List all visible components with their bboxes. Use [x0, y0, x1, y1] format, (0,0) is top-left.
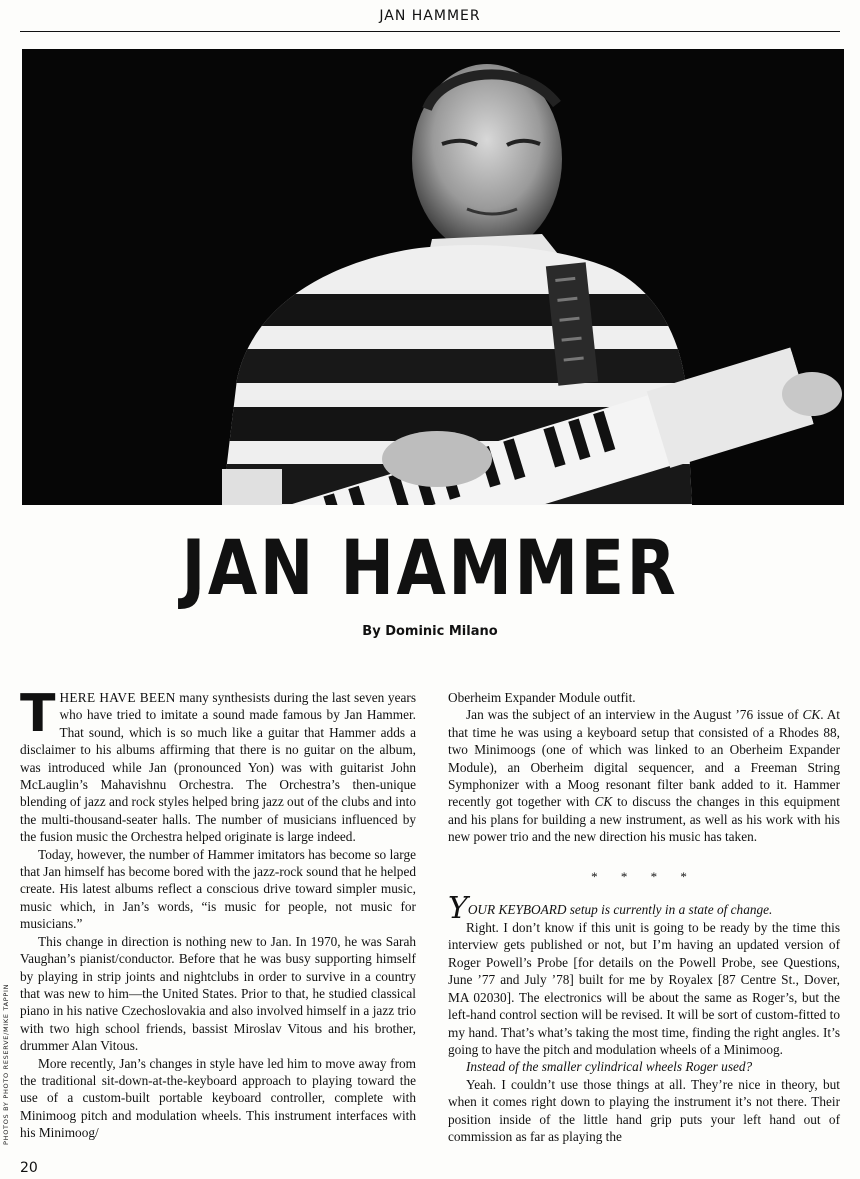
- body-paragraph: This change in direction is nothing new to Jan. In 1970, he was Sarah Vaughan’s pianist/conductor. Before that he was busy supporting himself by playing in strip joints and nightclubs in order to survive in a country that was new to him—the United States. Prior to that, he studied classical piano in his native Czechoslovakia and also involved himself in a jazz trio with two high school friends, bassist Miroslav Vitous and his brother, drummer Alan Vitous.: [20, 933, 416, 1054]
- text-run: Jan was the subject of an interview in the August ’76 issue of: [466, 707, 803, 723]
- body-paragraph: [448, 706, 840, 845]
- body-paragraph: Oberheim Expander Module outfit.: [448, 690, 636, 705]
- running-head: JAN HAMMER: [379, 8, 481, 24]
- photo-credit: PHOTOS BY PHOTO RESERVE/MIKE TAPPIN: [2, 983, 10, 1145]
- body-paragraph: Today, however, the number of Hammer imitators has become so large that Jan himself has become bored with the jazz-rock sound that he helped create. His latest albums reflect a conscious drive toward simpler music, music which, in Jan’s words, “is music for people, not music for musicians.”: [20, 846, 416, 932]
- interview-answer: Right. I don’t know if this unit is going to be ready by the time this interview gets published or not, but I’m having an updated version of Roger Powell’s Probe [for details on the Powell Probe, see Questions, June ’77 and July ’78] built for me by Royalex [87 Centre St., Dover, MA 02030]. The electronics will be about the same as Roger’s, but the left-hand control section will be revised. It will be sort of custom-fitted to my hand. That’s what’s taking the most time, finding the right angles. It’s going to have the pitch and modulation wheels of a Minimoog.: [448, 920, 840, 1057]
- text-run: to discuss the changes in this equipment and his plans for building a new instrument, as well as his work with his new power trio and the new direction his music has taken.: [448, 794, 840, 845]
- intro-text: many synthesists during the last seven years who have tried to imitate a sound made famous by Jan Hammer. That sound, which is so much like a guitar that Hammer adds a disclaimer to his albums affirming that there is no guitar on the album, was introduced while Jan (pronounced Yon) was with guitarist John McLauglin’s Mahavishnu Orchestra. The Orchestra’s then-unique blending of jazz and rock styles helped bring jazz out of the clubs and into the multi-thousand-seater halls. The number of musicians influenced by the fusion music the Orchestra helped originate is large indeed.: [20, 690, 416, 845]
- article-photo: [22, 49, 844, 505]
- question-text: OUR KEYBOARD setup is currently in a state of change.: [467, 902, 773, 918]
- article-title: JAN HAMMER: [181, 523, 679, 612]
- question-cap: Y: [448, 891, 468, 927]
- magazine-abbrev: CK: [802, 707, 821, 723]
- left-column: [20, 684, 416, 1142]
- interview-question: [448, 891, 840, 927]
- drop-cap: T: [20, 684, 56, 744]
- body-paragraph: More recently, Jan’s changes in style have led him to move away from the traditional sit-down-at-the-keyboard approach to playing toward the use of a custom-built portable keyboard controller, complete with Minimoog pitch and modulation wheels. This instrument interfaces with his Minimoog/: [20, 1055, 416, 1141]
- byline: By Dominic Milano: [362, 624, 498, 639]
- text-run: . At that time he was using a keyboard setup that consisted of a Rhodes 88, two Minimoogs (one of which was linked to an Oberheim Expander Module), an Oberheim digital sequencer, and a Freeman String Symphonizer with a Moog resonant filter bank added to it. Hammer recently got together with: [448, 707, 840, 810]
- right-column: [448, 689, 840, 1145]
- photo-illustration: [22, 49, 844, 505]
- header-rule: [20, 31, 840, 32]
- left-hand: [382, 431, 492, 487]
- lead-in: HERE HAVE BEEN: [59, 690, 176, 705]
- interview-question: Instead of the smaller cylindrical wheels Roger used?: [466, 1059, 753, 1075]
- magazine-abbrev: CK: [594, 794, 613, 810]
- section-separator: * * * *: [591, 868, 697, 884]
- right-hand: [782, 372, 842, 416]
- interview-answer: Yeah. I couldn’t use those things at all. They’re nice in theory, but when it comes right down to playing the instrument it’s not there. Their position inside of the little hand grip puts your left hand out of commission as far as playing the: [448, 1076, 840, 1144]
- page-number: 20: [20, 1160, 38, 1176]
- intro-paragraph: [20, 684, 416, 846]
